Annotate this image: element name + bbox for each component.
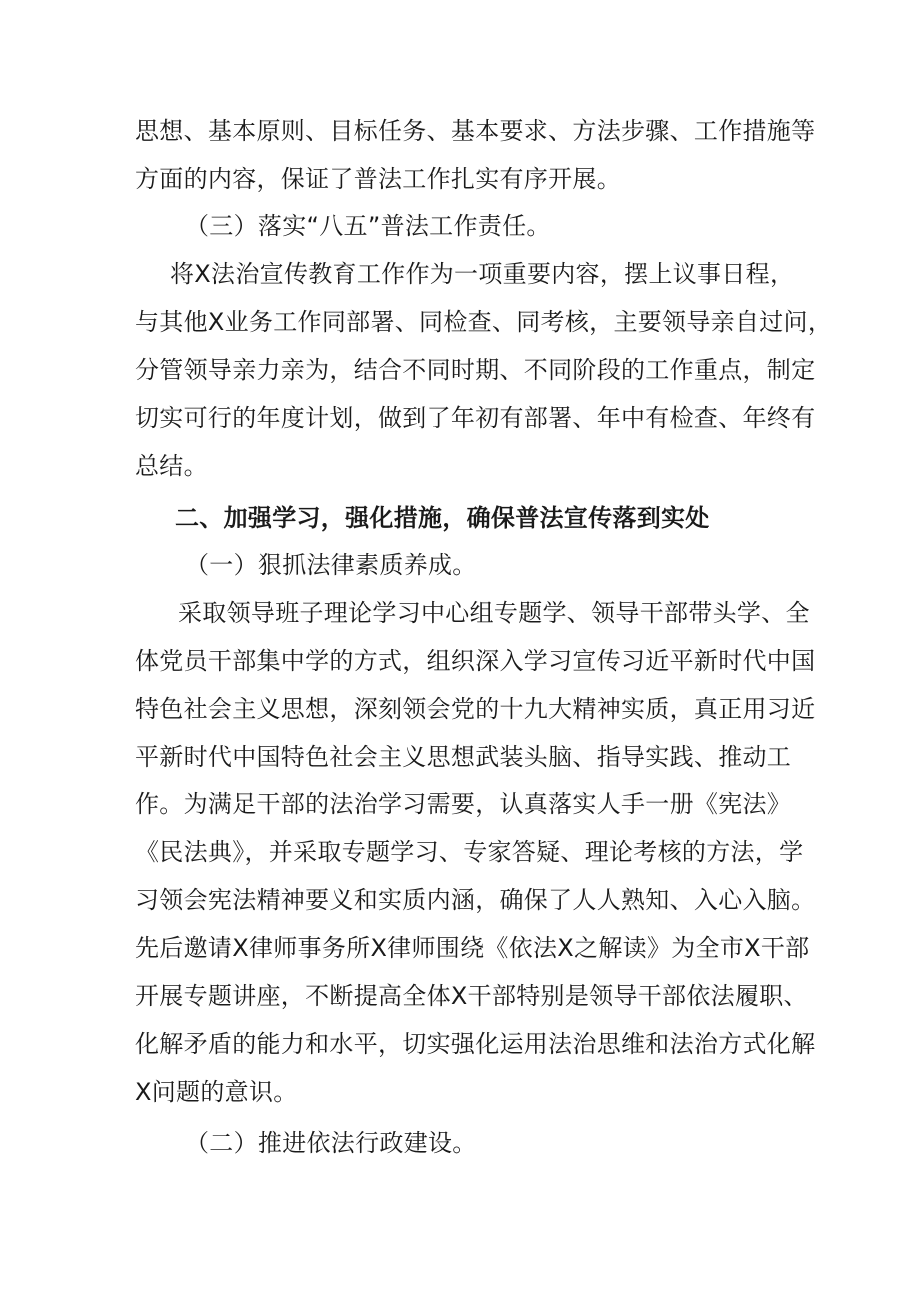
paragraph-line: 特色社会主义思想，深刻领会党的十九大精神实质，真正用习近: [135, 695, 816, 723]
paragraph-line: 体党员干部集中学的方式，组织深入学习宣传习近平新时代中国: [135, 647, 816, 675]
paragraph-line: 习领会宪法精神要义和实质内涵，确保了人人熟知、入心入脑。: [135, 886, 816, 914]
subheading-line: （三）落实“八五”普法工作责任。: [185, 212, 551, 240]
section-heading: 二、加强学习，强化措施，确保普法宣传落到实处: [175, 504, 710, 532]
paragraph-line: 先后邀请X律师事务所X律师围绕《依法X之解读》为全市X干部: [135, 934, 810, 962]
paragraph-line: 化解矛盾的能力和水平，切实强化运用法治思维和法治方式化解: [135, 1030, 816, 1058]
paragraph-line: 方面的内容，保证了普法工作扎实有序开展。: [135, 165, 621, 193]
paragraph-line: 分管领导亲力亲为，结合不同时期、不同阶段的工作重点，制定: [135, 356, 816, 384]
paragraph-line: 采取领导班子理论学习中心组专题学、领导干部带头学、全: [178, 599, 810, 627]
paragraph-line: 思想、基本原则、目标任务、基本要求、方法步骤、工作措施等: [135, 117, 816, 145]
subheading-line: （二）推进依法行政建设。: [185, 1129, 477, 1157]
paragraph-line: 开展专题讲座，不断提高全体X干部特别是领导干部依法履职、: [135, 982, 808, 1010]
paragraph-line: X问题的意识。: [135, 1078, 298, 1106]
paragraph-line: 作。为满足干部的法治学习需要，认真落实人手一册《宪法》: [135, 790, 792, 818]
paragraph-line: 总结。: [135, 452, 208, 480]
subheading-line: （一）狠抓法律素质养成。: [185, 551, 477, 579]
paragraph-line: 《民法典》，并采取专题学习、专家答疑、理论考核的方法，学: [135, 838, 804, 866]
paragraph-line: 平新时代中国特色社会主义思想武装头脑、指导实践、推动工: [135, 743, 792, 771]
paragraph-line: 与其他X业务工作同部署、同检查、同考核，主要领导亲自过问，: [135, 308, 833, 336]
paragraph-line: 将X法治宣传教育工作作为一项重要内容，摆上议事日程，: [170, 260, 795, 288]
paragraph-line: 切实可行的年度计划，做到了年初有部署、年中有检查、年终有: [135, 404, 816, 432]
